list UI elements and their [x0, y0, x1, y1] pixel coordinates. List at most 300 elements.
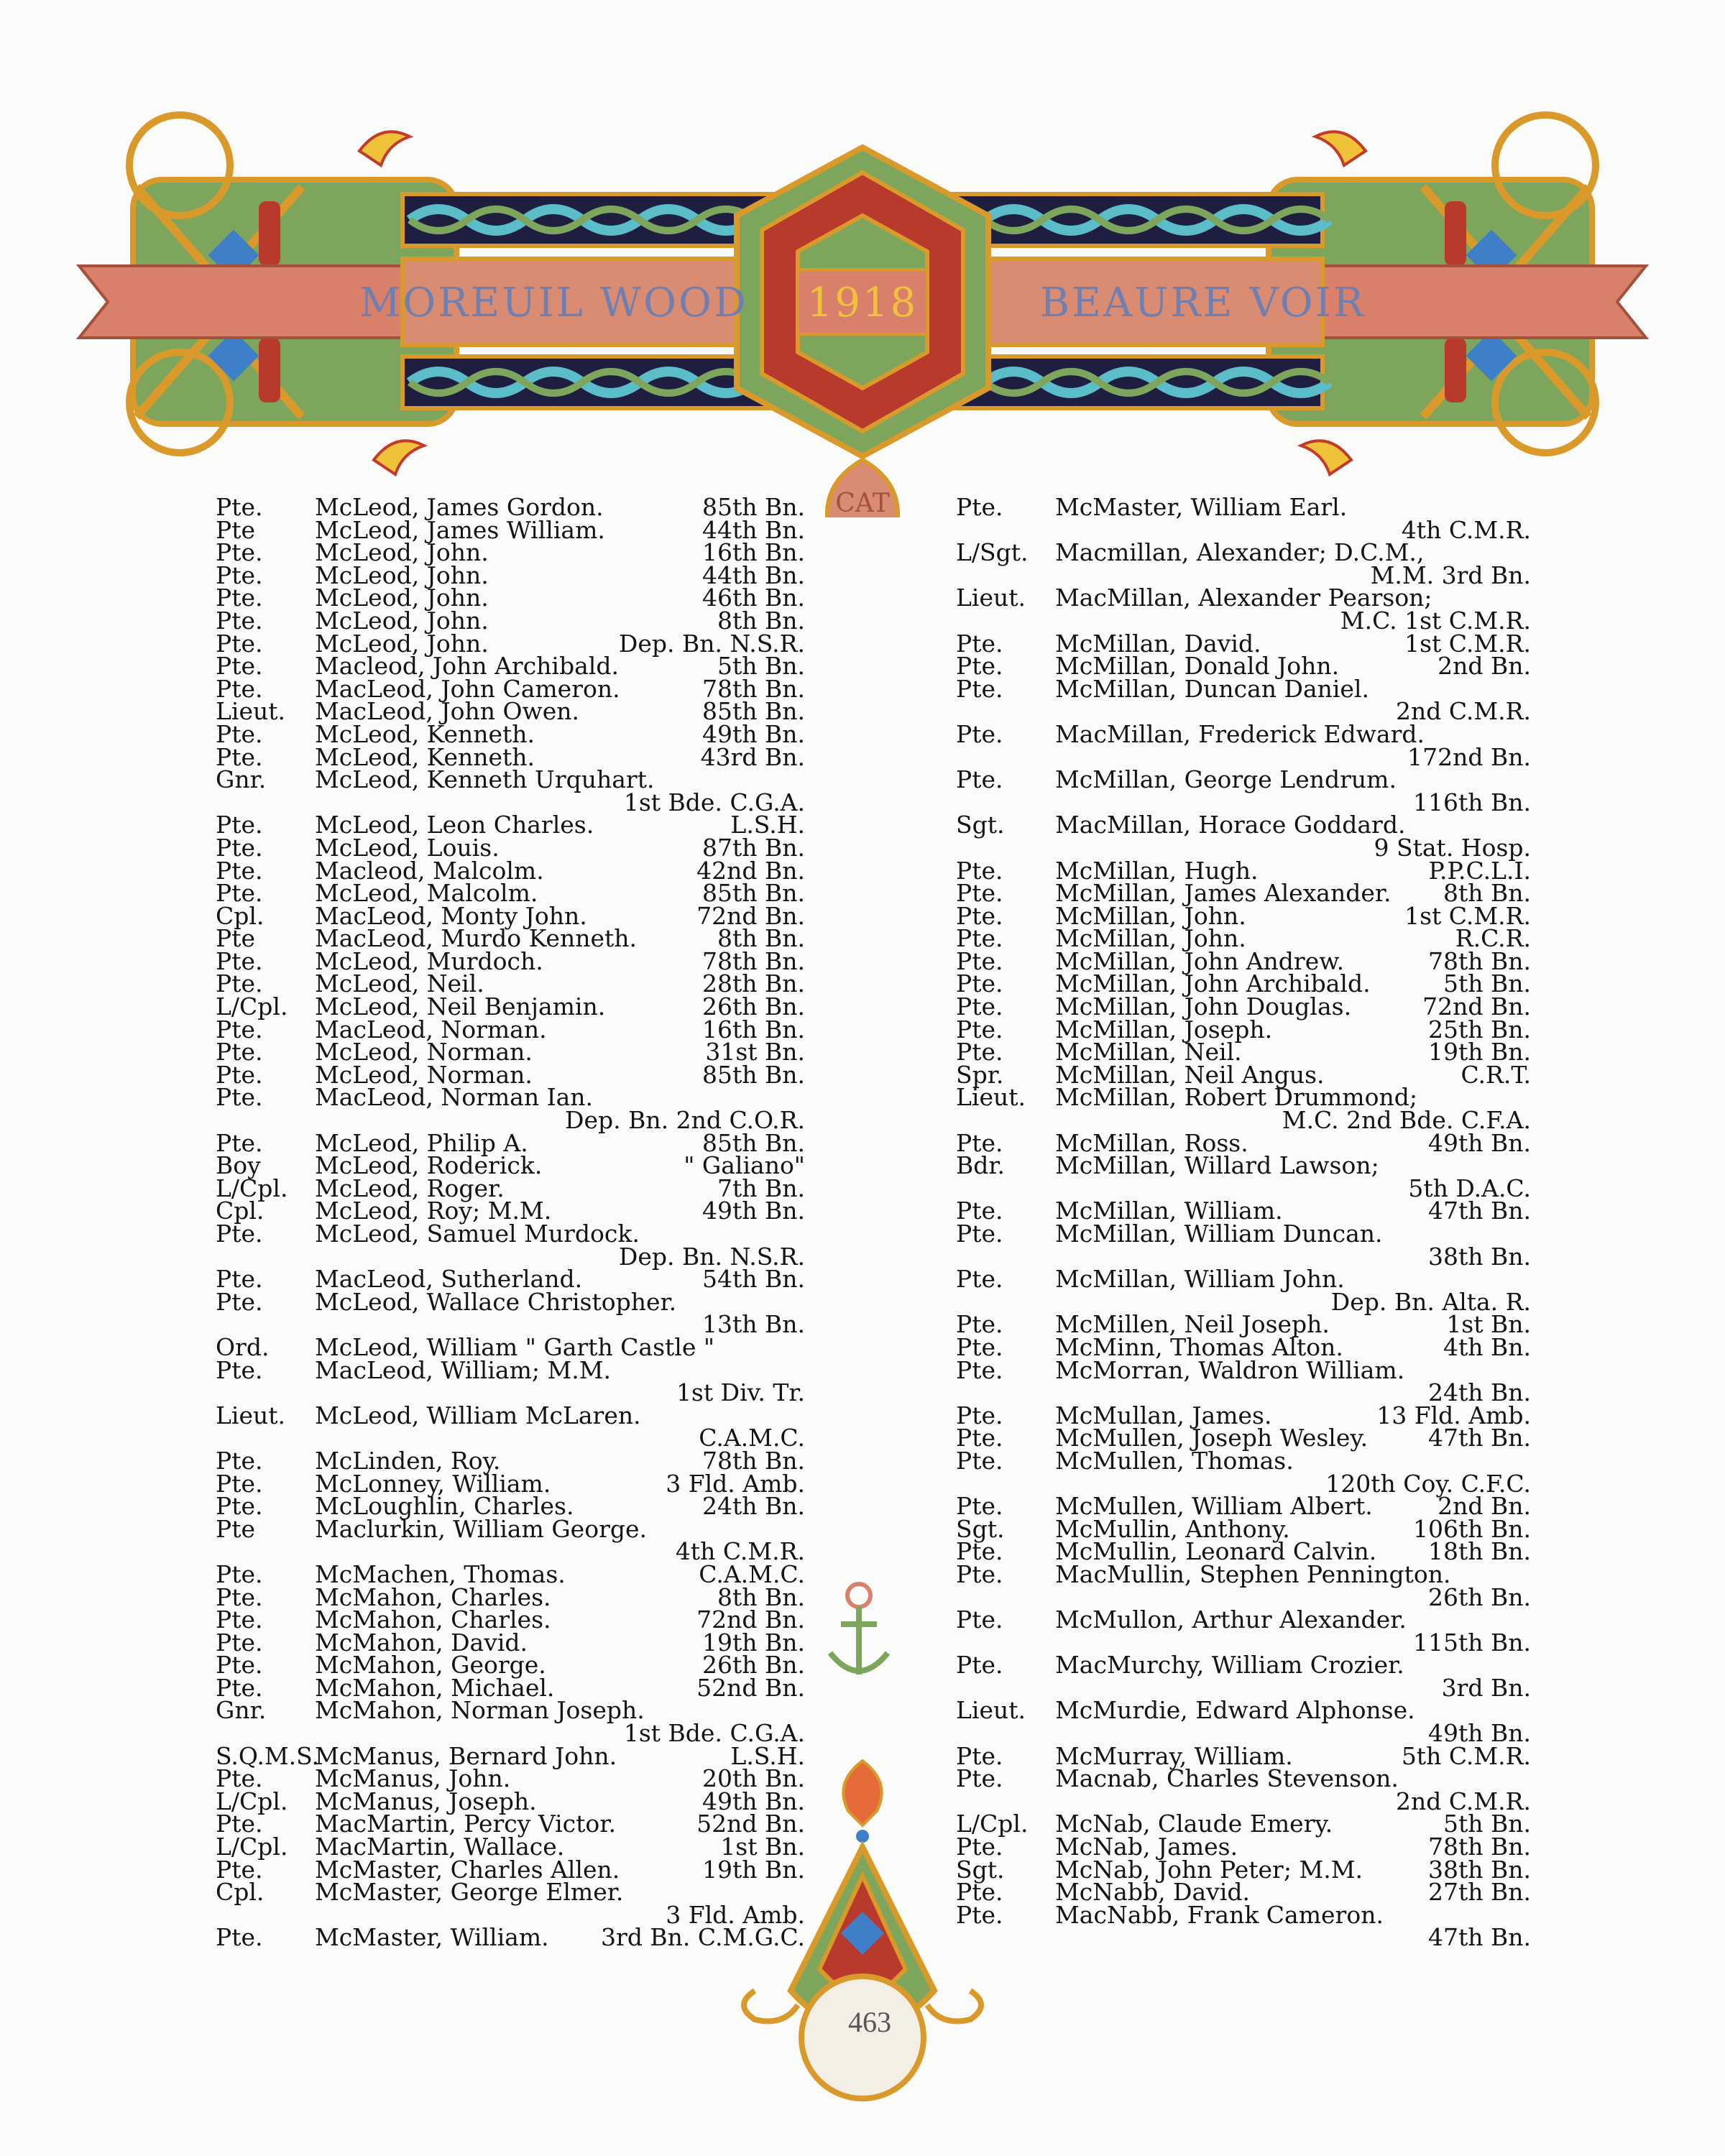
entry-line: [956, 652, 1531, 681]
entry-line: [216, 1332, 805, 1361]
entry-unit: 5th Bn.: [717, 652, 805, 681]
entry-rank: Pte.: [216, 629, 263, 658]
entry-line: [216, 606, 805, 635]
entry-unit: 49th Bn.: [702, 1787, 805, 1815]
entry-name: McMaster, George Elmer.: [315, 1878, 624, 1907]
entry-name: McLeod, Leon Charles.: [315, 811, 594, 839]
entry-name: McLeod, John.: [315, 561, 489, 589]
entry-name: MacMillan, Alexander Pearson;: [1055, 584, 1432, 612]
entry-rank: Pte.: [956, 1606, 1003, 1634]
entry-unit: 8th Bn.: [717, 606, 805, 635]
entry-name: McLeod, John.: [315, 538, 489, 567]
entry-rank: Pte.: [216, 538, 263, 567]
entry-name: McMahon, Charles.: [315, 1583, 551, 1611]
entry-rank: Pte.: [216, 1764, 263, 1793]
entry-rank: Pte.: [956, 1492, 1003, 1521]
entry-name: McLeod, John.: [315, 606, 489, 635]
entry-rank: Pte.: [216, 1038, 263, 1067]
entry-rank: L/Cpl.: [216, 992, 288, 1021]
entry-line: [956, 811, 1531, 839]
entry-line: [956, 1083, 1531, 1112]
entry-unit: 72nd Bn.: [696, 901, 805, 930]
entry-rank: Spr.: [956, 1060, 1004, 1089]
entry-rank: Pte.: [956, 1900, 1003, 1929]
entry-unit: 85th Bn.: [702, 493, 805, 521]
entry-rank: Cpl.: [216, 901, 264, 930]
entry-unit: M.C. 1st C.M.R.: [1340, 606, 1531, 635]
entry-name: McLonney, William.: [315, 1469, 551, 1498]
entry-name: McMahon, Michael.: [315, 1673, 555, 1702]
entry-rank: Pte.: [216, 652, 263, 681]
entry-unit: 2nd Bn.: [1438, 652, 1531, 681]
entry-name: McMullon, Arthur Alexander.: [1055, 1606, 1407, 1634]
entry-name: Macnab, Charles Stevenson.: [1055, 1764, 1399, 1793]
entry-rank: Pte.: [216, 1651, 263, 1680]
entry-rank: Pte: [216, 924, 255, 953]
entry-line: [956, 1833, 1531, 1861]
entry-name: McLeod, Neil Benjamin.: [315, 992, 606, 1021]
entry-rank: Gnr.: [216, 765, 267, 794]
entry-unit: 1st Bn.: [1446, 1310, 1531, 1339]
entry-unit: 28th Bn.: [702, 969, 805, 998]
entry-unit: 49th Bn.: [1428, 1719, 1531, 1748]
entry-line: [956, 719, 1531, 748]
entry-unit: Dep. Bn. N.S.R.: [618, 629, 805, 658]
entry-rank: Pte.: [956, 1651, 1003, 1680]
roll-entry: [956, 1560, 1531, 1611]
entry-line: [216, 1696, 805, 1725]
roll-entry: [216, 1878, 805, 1929]
entry-rank: Pte.: [216, 742, 263, 771]
roll-entry: [956, 1492, 1531, 1521]
entry-name: MacMillan, Frederick Edward.: [1055, 719, 1425, 748]
entry-rank: Pte.: [956, 901, 1003, 930]
entry-unit: 78th Bn.: [1428, 946, 1531, 975]
entry-rank: Pte.: [956, 946, 1003, 975]
entry-rank: Lieut.: [216, 1401, 286, 1429]
entry-unit: 47th Bn.: [1428, 1424, 1531, 1452]
entry-rank: Pte.: [956, 992, 1003, 1021]
entry-line: [216, 992, 805, 1021]
entry-unit: 78th Bn.: [702, 1446, 805, 1475]
entry-name: McLeod, John.: [315, 629, 489, 658]
entry-name: McNab, Claude Emery.: [1055, 1810, 1333, 1838]
entry-unit: 85th Bn.: [702, 879, 805, 908]
entry-rank: Pte.: [216, 1606, 263, 1634]
entry-line: [216, 1878, 805, 1907]
entry-rank: Pte.: [956, 1446, 1003, 1475]
roll-entry: [956, 1083, 1531, 1135]
entry-rank: Pte.: [216, 1355, 263, 1384]
entry-name: McMillan, George Lendrum.: [1055, 765, 1397, 794]
entry-rank: Pte.: [216, 1673, 263, 1702]
entry-name: McMillan, William.: [1055, 1197, 1283, 1225]
roll-entry: [216, 1083, 805, 1135]
entry-unit: 18th Bn.: [1428, 1537, 1531, 1566]
entry-rank: Pte.: [956, 629, 1003, 658]
entry-unit: 44th Bn.: [702, 515, 805, 544]
entry-name: McLeod, William " Garth Castle ": [315, 1332, 715, 1361]
entry-unit: 8th Bn.: [717, 1583, 805, 1611]
entry-rank: Pte.: [216, 1287, 263, 1316]
entry-unit: 1st C.M.R.: [1404, 629, 1531, 658]
entry-name: McMillan, John Archibald.: [1055, 969, 1371, 998]
entry-line: [956, 1651, 1531, 1680]
entry-name: McMillan, John Douglas.: [1055, 992, 1352, 1021]
roll-entry: [216, 1401, 805, 1452]
entry-unit: 85th Bn.: [702, 1060, 805, 1089]
entry-rank: Pte.: [956, 856, 1003, 885]
entry-line: [956, 992, 1531, 1021]
entry-name: McLeod, Roderick.: [315, 1151, 543, 1180]
entry-unit: 116th Bn.: [1413, 788, 1531, 816]
entry-name: McManus, Joseph.: [315, 1787, 537, 1815]
entry-name: McMillan, John Andrew.: [1055, 946, 1345, 975]
entry-name: McMillan, John.: [1055, 924, 1246, 953]
entry-unit: 72nd Bn.: [1422, 992, 1531, 1021]
entry-unit: 27th Bn.: [1428, 1878, 1531, 1907]
entry-name: McLeod, Wallace Christopher.: [315, 1287, 677, 1316]
entry-name: Macleod, Malcolm.: [315, 856, 544, 885]
entry-rank: Pte.: [956, 1265, 1003, 1294]
roll-entry: [956, 765, 1531, 816]
entry-unit: 38th Bn.: [1428, 1242, 1531, 1271]
entry-name: MacLeod, Norman.: [315, 1015, 547, 1044]
roll-entry: [216, 584, 805, 612]
entry-unit: 26th Bn.: [1428, 1583, 1531, 1611]
entry-name: McMillan, Willard Lawson;: [1055, 1151, 1379, 1180]
entry-rank: Pte.: [956, 1424, 1003, 1452]
roll-entry: [956, 1151, 1531, 1202]
entry-rank: Pte: [216, 515, 255, 544]
entry-name: MacLeod, John Cameron.: [315, 674, 620, 703]
entry-rank: L/Cpl.: [216, 1787, 288, 1815]
entry-unit: 2nd C.M.R.: [1395, 1787, 1531, 1815]
entry-line: [216, 1560, 805, 1588]
entry-rank: Pte.: [956, 674, 1003, 703]
entry-name: McLeod, Philip A.: [315, 1128, 528, 1157]
entry-name: McMillan, William John.: [1055, 1265, 1345, 1294]
entry-rank: Pte.: [216, 1015, 263, 1044]
entry-unit: 8th Bn.: [1443, 879, 1531, 908]
entry-rank: Pte.: [956, 1741, 1003, 1770]
entry-unit: 85th Bn.: [702, 697, 805, 726]
entry-rank: Pte.: [216, 811, 263, 839]
entry-rank: Sgt.: [956, 1514, 1005, 1543]
entry-name: McMillan, Duncan Daniel.: [1055, 674, 1370, 703]
entry-rank: Pte.: [216, 946, 263, 975]
entry-unit: 20th Bn.: [702, 1764, 805, 1793]
banner-right-place: BEAURE VOIR: [1039, 280, 1366, 326]
entry-rank: Pte.: [956, 969, 1003, 998]
roll-entry: [956, 493, 1531, 544]
entry-line: [216, 1492, 805, 1521]
entry-unit: 4th C.M.R.: [675, 1537, 805, 1566]
entry-name: MacMullin, Stephen Pennington.: [1055, 1560, 1451, 1588]
entry-name: McLeod, William McLaren.: [315, 1401, 641, 1429]
page-number: 463: [848, 2006, 891, 2038]
entry-unit: 3rd Bn. C.M.G.C.: [601, 1923, 805, 1952]
entry-name: McLeod, John.: [315, 584, 489, 612]
entry-unit: 2nd C.M.R.: [1395, 697, 1531, 726]
entry-line: [216, 1833, 805, 1861]
entry-rank: Pte.: [956, 1355, 1003, 1384]
entry-rank: Pte.: [956, 1038, 1003, 1067]
entry-rank: Pte.: [216, 969, 263, 998]
left-name-column: [216, 493, 805, 1952]
entry-name: Macleod, John Archibald.: [315, 652, 619, 681]
roll-entry: [956, 1355, 1531, 1407]
entry-rank: L/Sgt.: [956, 538, 1029, 567]
entry-name: McNab, John Peter; M.M.: [1055, 1855, 1363, 1884]
entry-unit: 3rd Bn.: [1441, 1673, 1531, 1702]
entry-rank: Pte.: [216, 493, 263, 521]
entry-unit: 120th Coy. C.F.C.: [1325, 1469, 1531, 1498]
entry-unit: 26th Bn.: [702, 1651, 805, 1680]
entry-name: MacLeod, William; M.M.: [315, 1355, 612, 1384]
roll-entry: [956, 1265, 1531, 1316]
entry-unit: 24th Bn.: [1428, 1378, 1531, 1407]
entry-rank: Pte.: [956, 879, 1003, 908]
roll-entry: [956, 1446, 1531, 1498]
entry-line: [956, 1606, 1531, 1634]
entry-unit: 47th Bn.: [1428, 1197, 1531, 1225]
entry-name: McMillan, Donald John.: [1055, 652, 1340, 681]
entry-rank: Pte.: [216, 674, 263, 703]
roll-entry: [956, 1764, 1531, 1815]
entry-unit: 3 Fld. Amb.: [666, 1469, 805, 1498]
entry-name: McMaster, Charles Allen.: [315, 1855, 620, 1884]
entry-rank: Sgt.: [956, 1855, 1005, 1884]
roll-entry: [216, 1606, 805, 1634]
entry-name: McMurray, William.: [1055, 1741, 1293, 1770]
entry-line: [216, 1355, 805, 1384]
entry-name: McMahon, Norman Joseph.: [315, 1696, 645, 1725]
entry-line: [956, 1355, 1531, 1384]
entry-name: McMillan, John.: [1055, 901, 1246, 930]
entry-rank: L/Cpl.: [216, 1174, 288, 1202]
entry-rank: Pte.: [216, 1923, 263, 1952]
roll-entry: [216, 1923, 805, 1952]
roll-entry: [216, 1492, 805, 1521]
banner-year: 1918: [806, 280, 919, 326]
banner-left-place: MOREUIL WOOD: [359, 280, 748, 326]
entry-name: McMahon, Charles.: [315, 1606, 551, 1634]
entry-name: McLeod, Murdoch.: [315, 946, 543, 975]
entry-name: McMorran, Waldron William.: [1055, 1355, 1405, 1384]
entry-name: McMaster, William Earl.: [1055, 493, 1348, 521]
entry-name: McMillan, William Duncan.: [1055, 1220, 1383, 1248]
roll-entry: [216, 1696, 805, 1748]
entry-unit: M.M. 3rd Bn.: [1370, 561, 1531, 589]
entry-rank: Pte.: [956, 1332, 1003, 1361]
entry-line: [956, 765, 1531, 794]
entry-unit: P.P.C.L.I.: [1428, 856, 1531, 885]
entry-name: McMinn, Thomas Alton.: [1055, 1332, 1343, 1361]
entry-unit: 115th Bn.: [1413, 1628, 1531, 1657]
entry-unit: 52nd Bn.: [696, 1810, 805, 1838]
entry-line: [216, 879, 805, 908]
roll-entry: [216, 992, 805, 1021]
entry-name: McMahon, George.: [315, 1651, 546, 1680]
entry-unit: 42nd Bn.: [696, 856, 805, 885]
entry-unit: 5th Bn.: [1443, 1810, 1531, 1838]
roll-entry: [956, 1900, 1531, 1952]
entry-line: [216, 719, 805, 748]
entry-line: [956, 1696, 1531, 1725]
entry-unit: 4th Bn.: [1443, 1332, 1531, 1361]
entry-unit: Dep. Bn. 2nd C.O.R.: [565, 1106, 805, 1135]
entry-name: McManus, Bernard John.: [315, 1741, 617, 1770]
entry-name: McLeod, Louis.: [315, 833, 500, 862]
entry-rank: Pte.: [216, 584, 263, 612]
roll-entry: [216, 1560, 805, 1588]
entry-unit: C.A.M.C.: [699, 1560, 805, 1588]
entry-unit: 5th D.A.C.: [1408, 1174, 1531, 1202]
entry-line: [956, 1900, 1531, 1929]
entry-unit: 52nd Bn.: [696, 1673, 805, 1702]
entry-unit: 1st Bn.: [720, 1833, 805, 1861]
entry-unit: 85th Bn.: [702, 1128, 805, 1157]
entry-name: McLeod, Malcolm.: [315, 879, 538, 908]
entry-rank: Pte.: [216, 1128, 263, 1157]
entry-unit: 46th Bn.: [702, 584, 805, 612]
entry-line: [956, 879, 1531, 908]
entry-rank: Pte.: [216, 1855, 263, 1884]
entry-line: [956, 1560, 1531, 1588]
entry-name: McMaster, William.: [315, 1923, 549, 1952]
entry-unit: 16th Bn.: [702, 1015, 805, 1044]
entry-rank: Ord.: [216, 1332, 270, 1361]
entry-unit: 13th Bn.: [702, 1310, 805, 1339]
entry-line: [216, 584, 805, 612]
entry-rank: Lieut.: [216, 697, 286, 726]
entry-line: [216, 1446, 805, 1475]
entry-rank: Sgt.: [956, 811, 1005, 839]
entry-name: McMillan, Neil Angus.: [1055, 1060, 1325, 1089]
entry-line: [956, 584, 1531, 612]
entry-rank: Gnr.: [216, 1696, 267, 1725]
entry-name: McNab, James.: [1055, 1833, 1238, 1861]
entry-unit: 78th Bn.: [1428, 1833, 1531, 1861]
entry-unit: 54th Bn.: [702, 1265, 805, 1294]
entry-unit: 31st Bn.: [705, 1038, 805, 1067]
entry-name: McMillan, Hugh.: [1055, 856, 1259, 885]
entry-rank: Pte.: [216, 856, 263, 885]
entry-rank: Cpl.: [216, 1197, 264, 1225]
entry-unit: 49th Bn.: [702, 719, 805, 748]
entry-rank: Pte.: [216, 606, 263, 635]
entry-name: MacMartin, Percy Victor.: [315, 1810, 616, 1838]
entry-unit: 49th Bn.: [702, 1197, 805, 1225]
entry-unit: 7th Bn.: [717, 1174, 805, 1202]
roll-entry: [216, 833, 805, 862]
entry-name: McMullin, Anthony.: [1055, 1514, 1290, 1543]
entry-unit: 4th C.M.R.: [1401, 515, 1531, 544]
roll-entry: [956, 674, 1531, 726]
monogram: CAT: [835, 489, 890, 517]
entry-name: McMurdie, Edward Alphonse.: [1055, 1696, 1415, 1725]
entry-unit: 19th Bn.: [702, 1855, 805, 1884]
roll-entry: [216, 879, 805, 908]
entry-line: [216, 1287, 805, 1316]
roll-entry: [216, 1287, 805, 1339]
entry-unit: 1st Bde. C.G.A.: [623, 1719, 805, 1748]
roll-entry: [216, 1833, 805, 1861]
entry-name: Macmillan, Alexander; D.C.M.,: [1055, 538, 1425, 567]
entry-rank: Pte.: [956, 1310, 1003, 1339]
entry-unit: M.C. 2nd Bde. C.F.A.: [1282, 1106, 1531, 1135]
entry-unit: 38th Bn.: [1428, 1855, 1531, 1884]
entry-rank: Pte.: [216, 561, 263, 589]
roll-entry: [956, 1833, 1531, 1861]
roll-entry: [216, 1446, 805, 1475]
entry-rank: Pte.: [216, 1220, 263, 1248]
entry-name: Maclurkin, William George.: [315, 1514, 647, 1543]
roll-entry: [956, 992, 1531, 1021]
entry-name: MacLeod, Norman Ian.: [315, 1083, 594, 1112]
entry-unit: 172nd Bn.: [1407, 742, 1531, 771]
entry-name: McMullen, William Albert.: [1055, 1492, 1373, 1521]
entry-line: [956, 493, 1531, 521]
entry-name: McLeod, James Gordon.: [315, 493, 604, 521]
entry-name: MacLeod, Monty John.: [315, 901, 587, 930]
entry-name: McMillan, Joseph.: [1055, 1015, 1273, 1044]
entry-rank: S.Q.M.S.: [216, 1741, 320, 1770]
entry-line: [216, 765, 805, 794]
roll-entry: [216, 493, 805, 521]
entry-line: [956, 538, 1531, 567]
entry-unit: 43rd Bn.: [700, 742, 805, 771]
entry-unit: L.S.H.: [730, 1741, 805, 1770]
entry-unit: 3 Fld. Amb.: [666, 1900, 805, 1929]
entry-rank: L/Cpl.: [956, 1810, 1029, 1838]
entry-line: [216, 1151, 805, 1180]
roll-entry: [216, 1332, 805, 1361]
entry-name: McLeod, Neil.: [315, 969, 484, 998]
entry-name: McLeod, Roger.: [315, 1174, 505, 1202]
entry-unit: 8th Bn.: [717, 924, 805, 953]
entry-rank: Pte.: [216, 1469, 263, 1498]
entry-name: McLeod, Roy; M.M.: [315, 1197, 552, 1225]
entry-rank: Pte.: [216, 1492, 263, 1521]
entry-name: McMillan, David.: [1055, 629, 1261, 658]
entry-unit: 106th Bn.: [1413, 1514, 1531, 1543]
entry-rank: L/Cpl.: [216, 1833, 288, 1861]
entry-rank: Pte.: [956, 1833, 1003, 1861]
entry-unit: 9 Stat. Hosp.: [1374, 833, 1531, 862]
entry-unit: 1st C.M.R.: [1404, 901, 1531, 930]
entry-rank: Pte.: [216, 1810, 263, 1838]
illuminated-header: [0, 0, 1725, 521]
entry-unit: 19th Bn.: [1428, 1038, 1531, 1067]
entry-name: MacLeod, John Owen.: [315, 697, 580, 726]
entry-name: McLeod, Kenneth.: [315, 719, 535, 748]
roll-entry: [216, 652, 805, 681]
entry-rank: Pte.: [956, 1220, 1003, 1248]
entry-line: [216, 652, 805, 681]
entry-rank: Pte.: [216, 1628, 263, 1657]
entry-unit: 5th C.M.R.: [1401, 1741, 1531, 1770]
entry-line: [956, 1492, 1531, 1521]
entry-unit: 47th Bn.: [1428, 1923, 1531, 1952]
entry-name: MacMartin, Wallace.: [315, 1833, 565, 1861]
entry-rank: Pte.: [216, 1560, 263, 1588]
roll-entry: [956, 1332, 1531, 1361]
entry-name: McLeod, Kenneth.: [315, 742, 535, 771]
right-name-column: [956, 493, 1531, 1952]
entry-unit: 24th Bn.: [702, 1492, 805, 1521]
